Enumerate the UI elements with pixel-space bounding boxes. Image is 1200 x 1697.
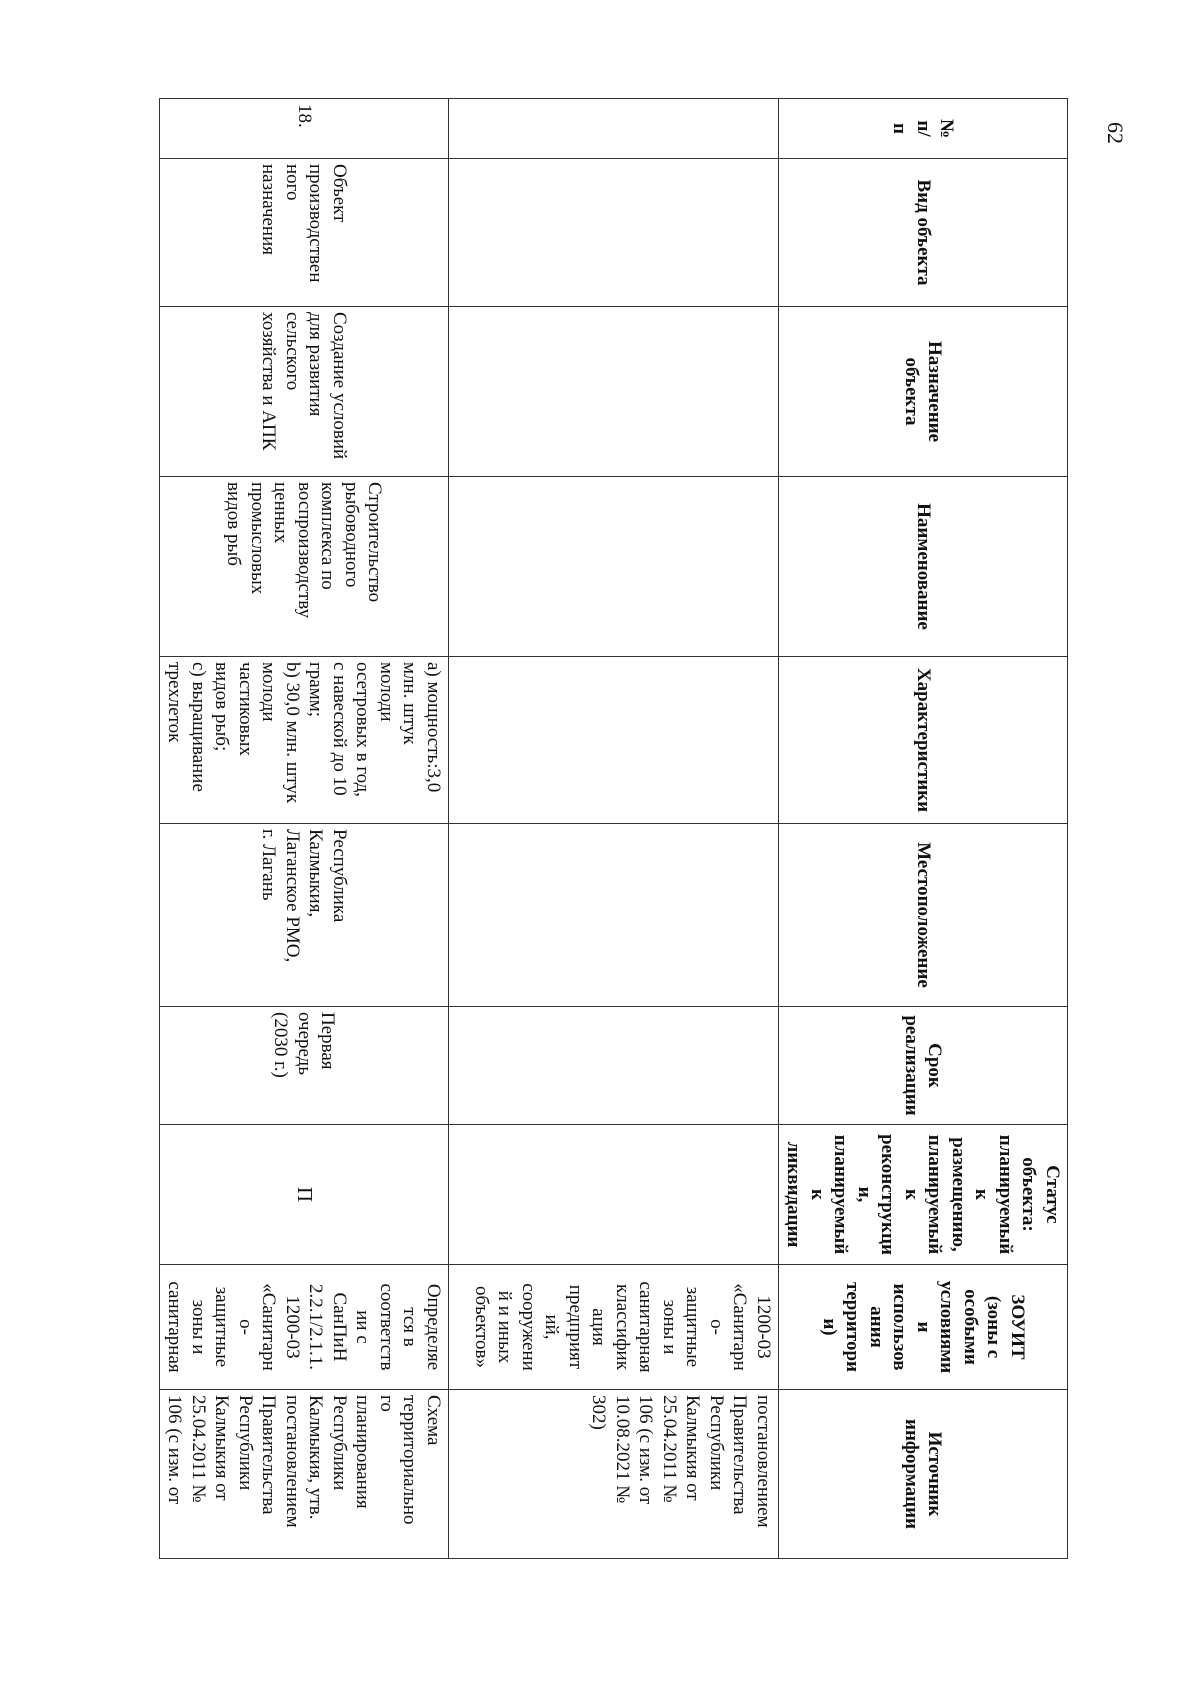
cell-name bbox=[449, 477, 779, 657]
cell-zouit: 1200-03 «Санитарн о- защитные зоны и санитарная классифик ация предприят ий, сооружени й и иных объектов» bbox=[449, 1265, 779, 1390]
cell-characteristics bbox=[449, 657, 779, 824]
header-term: Срок реализации bbox=[779, 1007, 1068, 1125]
rotated-page-region bbox=[163, 98, 1200, 1529]
header-number: № п/ п bbox=[779, 99, 1068, 159]
cell-location bbox=[449, 824, 779, 1007]
cell-number bbox=[449, 99, 779, 159]
cell-purpose: Создание условий для развития сельского хозяйства и АПК bbox=[160, 307, 449, 477]
cell-object-type bbox=[449, 159, 779, 307]
cell-number: 18. bbox=[160, 99, 449, 159]
header-purpose: Назначение объекта bbox=[779, 307, 1068, 477]
cell-name: Строительство рыбоводного комплекса по воспроизводству ценных промысловых видов рыб bbox=[160, 477, 449, 657]
header-location: Местоположение bbox=[779, 824, 1068, 1007]
header-row bbox=[779, 99, 1068, 1559]
page-number: 62 bbox=[1103, 122, 1128, 144]
header-name: Наименование bbox=[779, 477, 1068, 657]
cell-term bbox=[449, 1007, 779, 1125]
table-row-18 bbox=[160, 99, 449, 1559]
header-status: Статус объекта: планируемый к размещению, планируемый к реконструкции, планируемый к ликвидации bbox=[779, 1125, 1068, 1265]
cell-zouit: Определяе тся в соответств ии с СанПиН 2.2.1/2.1.1. 1200-03 «Санитарн о- защитные зоны и санитарная bbox=[160, 1265, 449, 1390]
cell-status bbox=[449, 1125, 779, 1265]
cell-source: постановлением Правительства Республики Калмыкия от 25.04.2011 № 106 (с изм. от 10.08.2021 № 302) bbox=[449, 1390, 779, 1559]
table-wrapper bbox=[163, 98, 1068, 1558]
cell-characteristics: а) мощность:3,0 млн. штук молоди осетровых в год, с навеской до 10 грамм; b) 30,0 млн. штук молоди частиковых видов рыб; c) выращивание трехлеток bbox=[160, 657, 449, 824]
cell-object-type: Объект производствен ного назначения bbox=[160, 159, 449, 307]
header-object-type: Вид объекта bbox=[779, 159, 1068, 307]
cell-term: Первая очередь (2030 г.) bbox=[160, 1007, 449, 1125]
header-source: Источник информации bbox=[779, 1390, 1068, 1559]
header-zouit: ЗОУИТ (зоны с особыми условиями и использов ания территори и) bbox=[779, 1265, 1068, 1390]
cell-status: П bbox=[160, 1125, 449, 1265]
cell-purpose bbox=[449, 307, 779, 477]
planned-objects-table bbox=[159, 98, 1068, 1559]
table-row-continuation bbox=[449, 99, 779, 1559]
header-characteristics: Характеристики bbox=[779, 657, 1068, 824]
cell-location: Республика Калмыкия, Лаганское РМО, г. Лагань bbox=[160, 824, 449, 1007]
cell-source: Схема территориально го планирования Республики Калмыкия, утв. постановлением Правительства Республики Калмыкия от 25.04.2011 № 106 (с изм. от bbox=[160, 1390, 449, 1559]
